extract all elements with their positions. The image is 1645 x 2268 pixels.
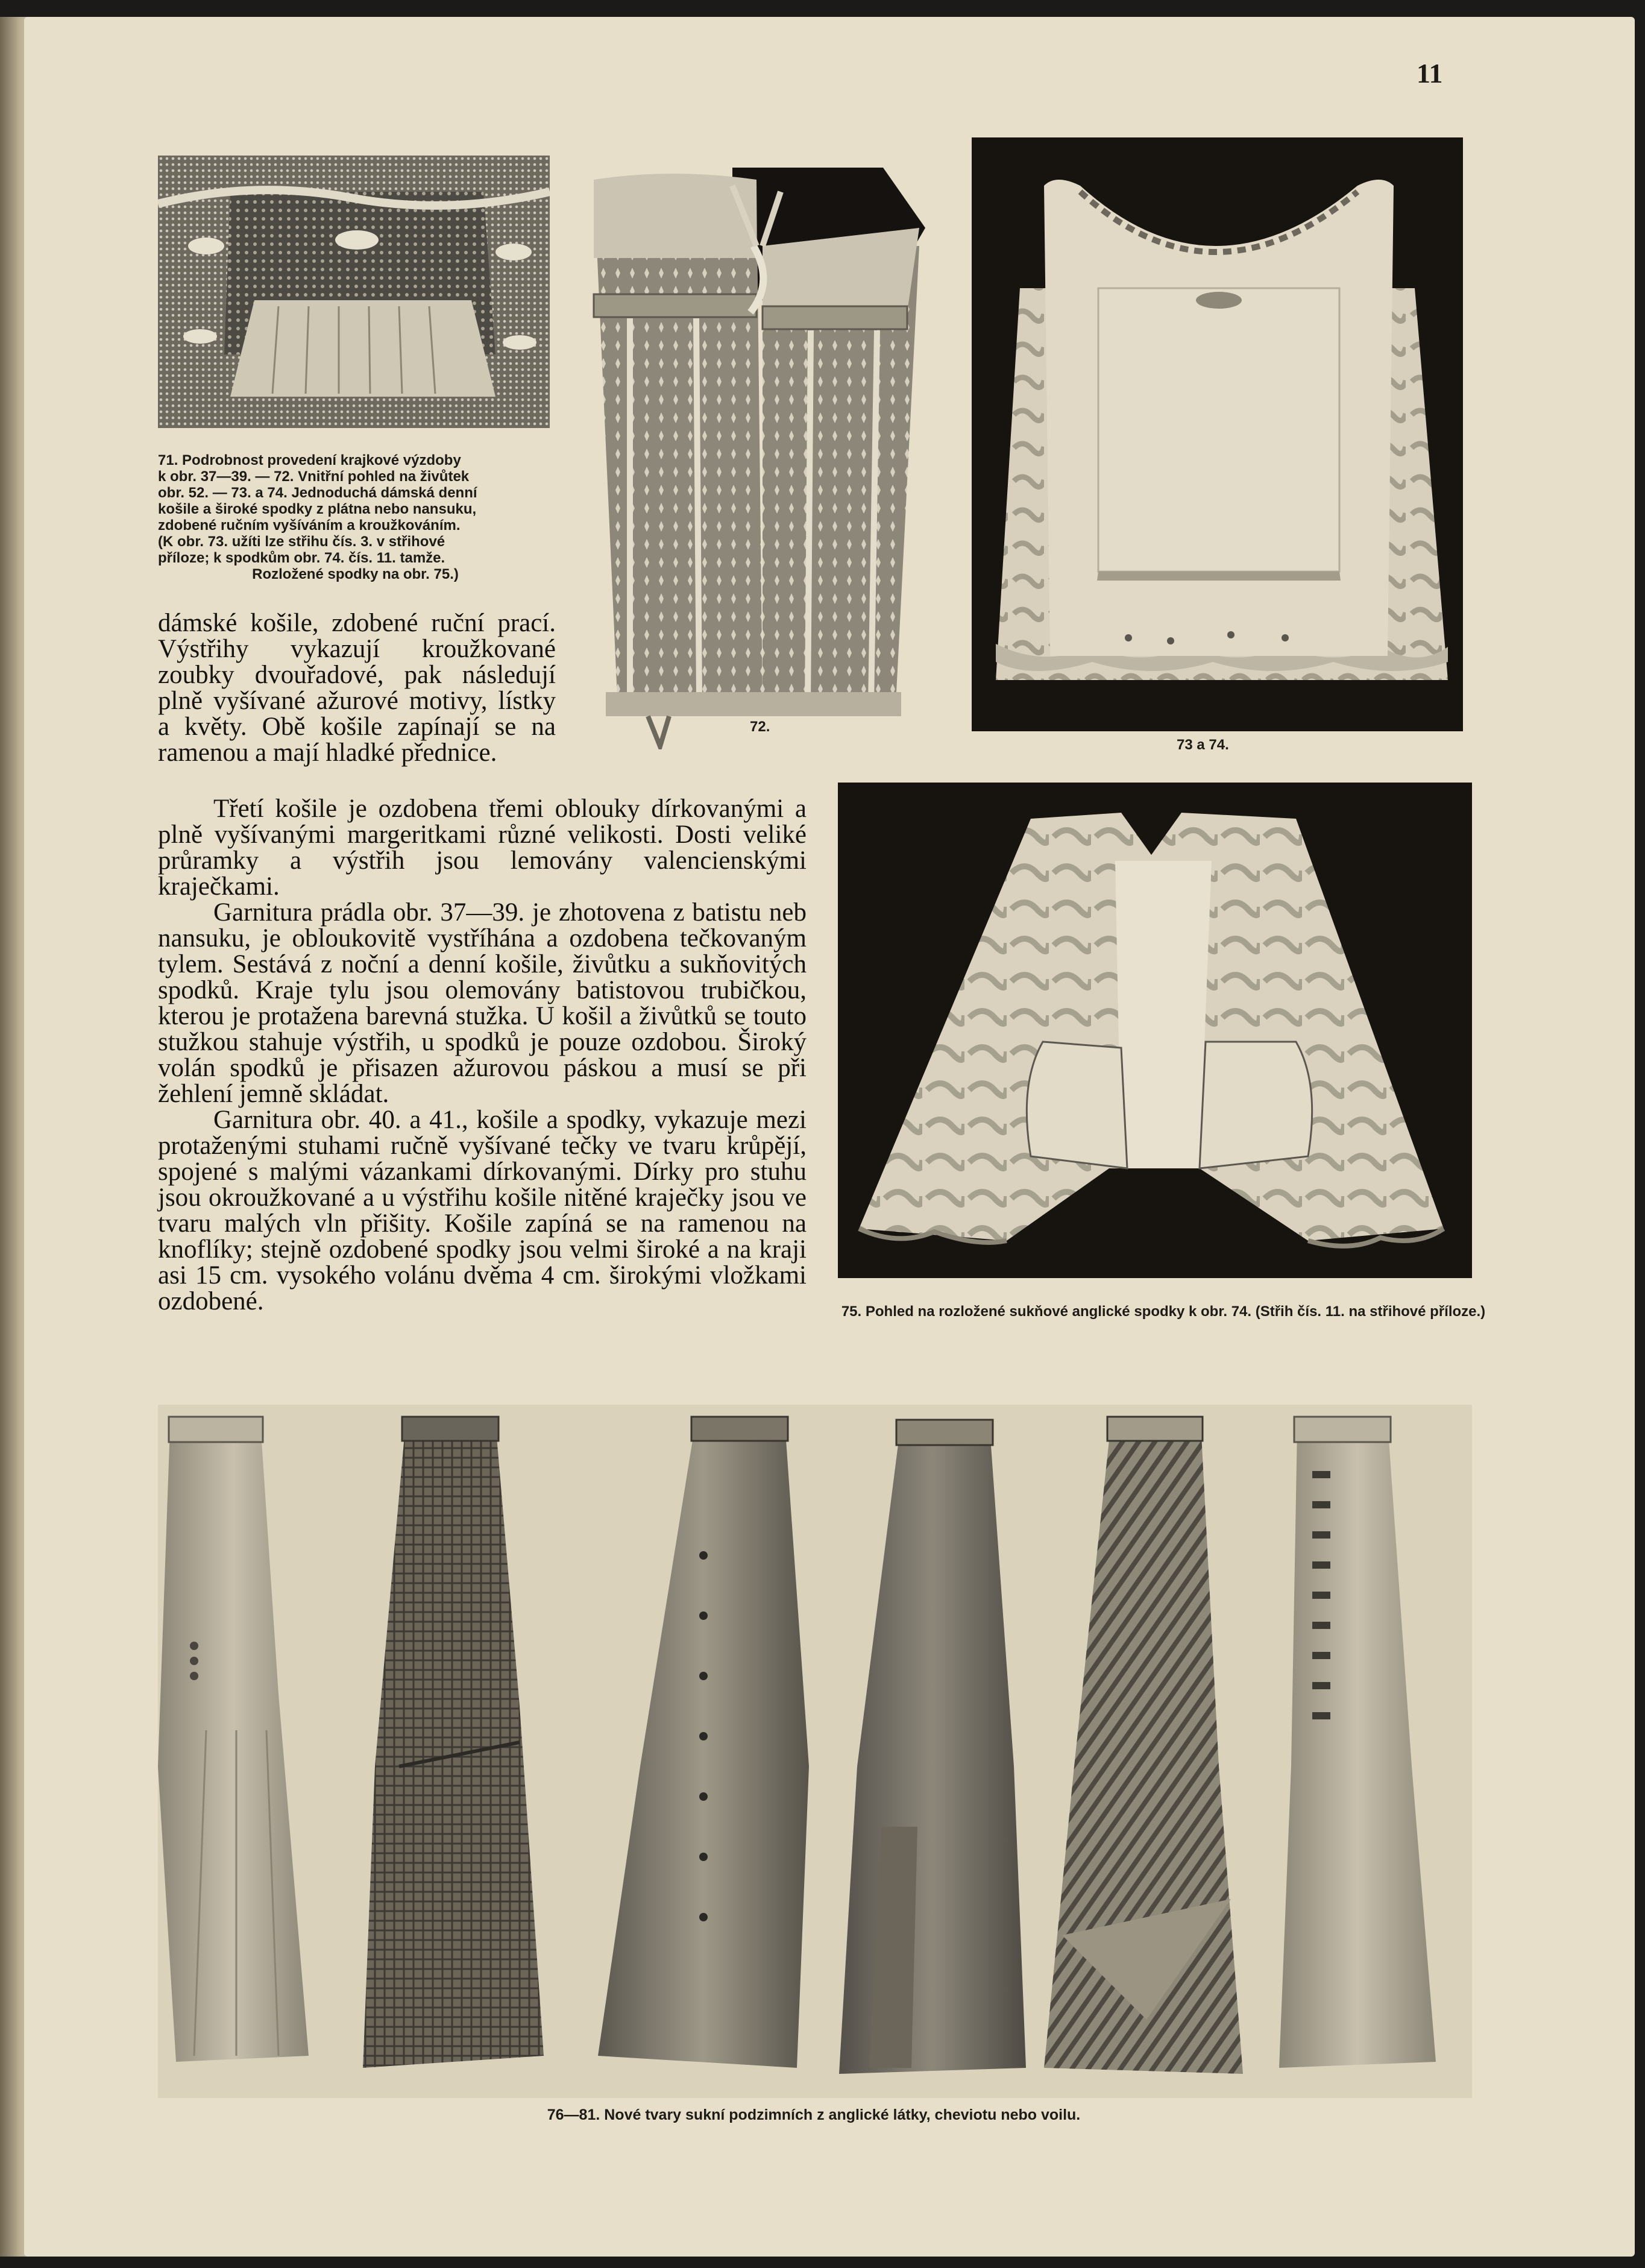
figure-73-74-label: 73 a 74. xyxy=(1177,737,1229,753)
caption-line: Rozložené spodky na obr. 75.) xyxy=(252,566,459,582)
figure-72-label: 72. xyxy=(750,719,770,735)
skirt-80 xyxy=(1044,1417,1243,2074)
caption-line: 71. Podrobnost provedení krajkové výzdoby xyxy=(158,452,461,468)
skirt-77 xyxy=(363,1417,544,2068)
skirt-79 xyxy=(839,1420,1026,2074)
caption-line: (K obr. 73. užíti lze střihu čís. 3. v střihové xyxy=(158,534,445,550)
figure-75-caption: 75. Pohled na rozložené sukňové anglické spodky k obr. 74. (Střih čís. 11. na střihové příloze.) xyxy=(841,1303,1486,1320)
caption-line: k obr. 37—39. — 72. Vnitřní pohled na živůtek xyxy=(158,468,470,485)
caption-line: obr. 52. — 73. a 74. Jednoduchá dámská denní xyxy=(158,485,477,501)
figure-71-74-caption xyxy=(158,452,553,582)
skirt-78 xyxy=(598,1417,809,2068)
figure-73-74-chemise xyxy=(972,137,1463,731)
figure-75-drawers-open xyxy=(838,783,1472,1278)
figure-76-81-caption: 76—81. Nové tvary sukní podzimních z anglické látky, cheviotu nebo voilu. xyxy=(547,2106,1081,2123)
paragraph: Garnitura prádla obr. 37—39. je zhotovena z batistu neb nansuku, je obloukovitě vystříhána a ozdobena tečkovaným tylem. Sestává z noční a denní košile, živůtku a sukňovitých spodků. Kraje tylu jsou olemovány batistovou trubičkou, kterou je protažena barevná stužka. U košil a živůtků se touto stužkou stahuje výstřih, u spodků je pouze ozdobou. Široký volán spodků je přisazen ažurovou páskou a musí se při žehlení jemně skládat. xyxy=(158,898,807,1108)
skirt-76 xyxy=(158,1417,309,2062)
text-column-wide xyxy=(158,796,807,1314)
text-column-narrow xyxy=(158,610,556,766)
figure-76-81-skirts xyxy=(158,1405,1472,2098)
skirt-81 xyxy=(1279,1417,1436,2068)
caption-line: příloze; k spodkům obr. 74. čís. 11. tamže. xyxy=(158,550,445,566)
figure-72-bodice xyxy=(582,156,933,749)
page-number: 11 xyxy=(1417,58,1443,89)
paragraph: dámské košile, zdobené ruční prací. Výstřihy vykazují kroužkované zoubky dvouřadové, pak následují plně vyšívané ažurové motivy, lístky a květy. Obě košile zapínají se na ramenou a mají hladké přednice. xyxy=(158,609,556,767)
caption-line: zdobené ručním vyšíváním a kroužkováním. xyxy=(158,517,461,534)
figure-71-lace-detail xyxy=(158,156,550,428)
caption-line: košile a široké spodky z plátna nebo nansuku, xyxy=(158,501,477,517)
paragraph: Garnitura obr. 40. a 41., košile a spodky, vykazuje mezi protaženými stuhami ručně vyšívané tečky ve tvaru krůpějí, spojené s malými vázankami dírkovanými. Dírky pro stuhu jsou okroužkované a u výstřihu košile nitěné kraječky jsou ve tvaru malých vln přišity. Košile zapíná se na ramenou na knoflíky; stejně ozdobené spodky jsou velmi široké a na kraji asi 15 cm. vysokého volánu dvěma 4 cm. širokými vložkami ozdobené. xyxy=(158,1106,807,1315)
paragraph: Třetí košile je ozdobena třemi oblouky dírkovanými a plně vyšívanými margeritkami různé velikosti. Dosti veliké průramky a výstřih jsou lemovány valencienskými kraječkami. xyxy=(158,795,807,901)
